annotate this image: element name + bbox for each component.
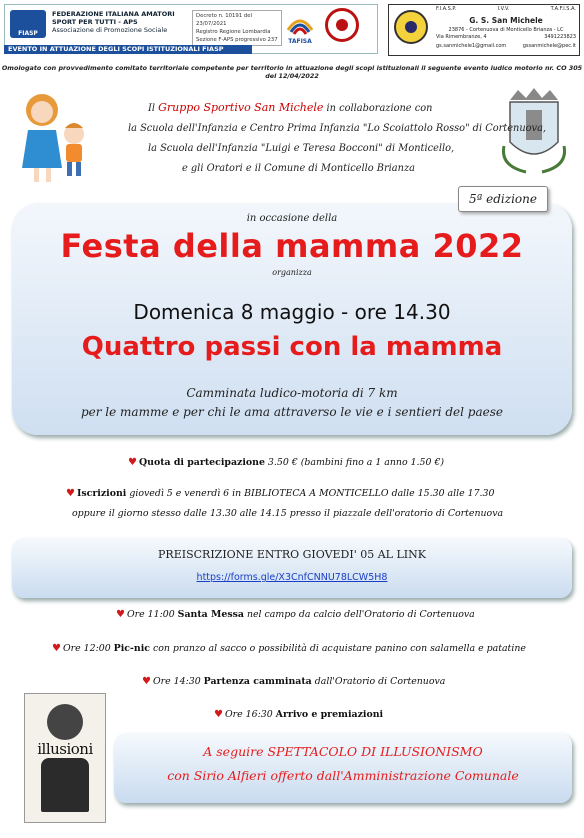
- heart-icon: ♥: [128, 457, 137, 468]
- federation-line3: Associazione di Promozione Sociale: [52, 26, 168, 34]
- fee-value: 3.50 € (bambini fino a 1 anno 1.50 €): [264, 457, 445, 468]
- gs-org-tafisa: T.A.F.I.S.A.: [550, 6, 576, 12]
- schedule-item: [52, 643, 526, 654]
- intro-line1: [148, 101, 432, 114]
- preregistration-text: PREISCRIZIONE ENTRO GIOVEDI' 05 AL LINK: [158, 548, 426, 561]
- intro-l1c: in collaborazione con: [323, 103, 433, 114]
- edition-badge: 5ª edizione: [458, 186, 548, 212]
- fiasp-logo-text: FIASP: [18, 30, 38, 37]
- poster-figure-head: [47, 704, 83, 740]
- show-title: A seguire SPETTACOLO DI ILLUSIONISMO: [203, 744, 483, 759]
- schedule-time: Ore 11:00: [126, 609, 178, 620]
- mother-child-illustration-icon: [12, 88, 94, 188]
- heart-icon: ♥: [52, 643, 61, 654]
- schedule-event: Partenza camminata: [203, 676, 312, 687]
- gs-street: Via Rimembranze, 4: [436, 34, 487, 40]
- gs-mail-line: [436, 43, 576, 49]
- approval-text: Omologato con provvedimento comitato territoriale competente per territorio in attuazione degli scopi istituzionali il seguente evento ludico motorio nr. CO 305 del 12/04/2022: [1, 64, 583, 80]
- gs-org-ivv: I.V.V.: [497, 6, 510, 12]
- heart-icon: ♥: [116, 609, 125, 620]
- schedule-detail: dall'Oratorio di Cortenuova: [311, 676, 446, 687]
- event-bar: EVENTO IN ATTUAZIONE DEGLI SCOPI ISTITUZIONALI FIASP: [4, 45, 252, 54]
- preregistration-box: [12, 538, 572, 598]
- schedule-event: Pic-nic: [113, 643, 150, 654]
- illusioni-poster: [24, 693, 106, 823]
- event-subtitle: Quattro passi con la mamma: [81, 332, 503, 362]
- event-date: Domenica 8 maggio - ore 14.30: [133, 300, 451, 324]
- gs-contact-line: [436, 34, 576, 40]
- walk-description: Camminata ludico-motoria di 7 km: [186, 386, 398, 400]
- schedule-detail: con pranzo al sacco o possibilità di acquistare panino con salamella e patatine: [149, 643, 526, 654]
- poster-figure-body: [41, 758, 89, 812]
- ivv-logo-icon: [325, 8, 359, 42]
- federation-line2: SPORT PER TUTTI - APS: [52, 18, 138, 26]
- walk-audience: per le mamme e per chi le ama attraverso le vie e i sentieri del paese: [80, 405, 504, 419]
- fiasp-logo: [10, 10, 46, 38]
- gs-pec[interactable]: gssanmichele@pec.it: [522, 43, 576, 49]
- schedule-time: Ore 12:00: [62, 643, 114, 654]
- schedule-item: [142, 676, 445, 687]
- gs-logo-icon: [394, 10, 428, 44]
- registration-label: Iscrizioni: [76, 488, 127, 499]
- intro-line4: e gli Oratori e il Comune di Monticello Brianza: [182, 163, 415, 174]
- schedule-event: Arrivo e premiazioni: [275, 709, 384, 720]
- registration-line: [66, 488, 494, 499]
- heart-icon: ♥: [66, 488, 75, 499]
- intro-line3: la Scuola dell'Infanzia "Luigi e Teresa Bocconi" di Monticello,: [148, 143, 455, 154]
- intro-organizer: Gruppo Sportivo San Michele: [158, 101, 324, 114]
- show-detail: con Sirio Alfieri offerto dall'Amministrazione Comunale: [167, 768, 519, 783]
- tafisa-logo-icon: [285, 10, 315, 40]
- gs-orgs: [436, 6, 576, 12]
- schedule-event: Santa Messa: [177, 609, 244, 620]
- decree-line2: Registro Regione Lombardia: [196, 29, 271, 35]
- gs-email[interactable]: gs.sanmichele1@gmail.com: [436, 43, 507, 49]
- decree-box: [192, 10, 282, 46]
- schedule-time: Ore 14:30: [152, 676, 204, 687]
- gs-org-fiasp: F.I.A.S.P.: [436, 6, 457, 12]
- poster-title: illusioni: [37, 740, 93, 758]
- schedule-detail: nel campo da calcio dell'Oratorio di Cortenuova: [243, 609, 475, 620]
- intro-line2: la Scuola dell'Infanzia e Centro Prima Infanzia "Lo Scoiattolo Rosso" di Cortenuova,: [128, 123, 547, 134]
- heart-icon: ♥: [142, 676, 151, 687]
- fee-label: Quota di partecipazione: [138, 457, 265, 468]
- intro-l1a: Il: [148, 103, 159, 114]
- federation-line1: FEDERAZIONE ITALIANA AMATORI: [52, 10, 175, 18]
- schedule-item: [116, 609, 475, 620]
- registration-text-2: oppure il giorno stesso dalle 13.30 alle 14.15 presso il piazzale dell'oratorio di Cortenuova: [72, 508, 504, 519]
- gs-address: 23876 - Cortenuova di Monticello Brianza - LC: [448, 27, 564, 33]
- organizza-text: organizza: [272, 268, 312, 277]
- decree-line1: Decreto n. 10191 del 23/07/2021: [196, 13, 252, 27]
- gs-phone: 3491223823: [544, 34, 576, 40]
- heart-icon: ♥: [214, 709, 223, 720]
- preregistration-link[interactable]: https://forms.gle/X3CnfCNNU78LCW5H8: [196, 572, 388, 583]
- gs-name: G. S. San Michele: [469, 16, 543, 25]
- registration-text: giovedì 5 e venerdì 6 in BIBLIOTECA A MONTICELLO dalle 15.30 alle 17.30: [126, 488, 495, 499]
- main-title: Festa della mamma 2022: [60, 227, 524, 265]
- tafisa-label: TAFISA: [288, 38, 312, 45]
- fee-line: [128, 457, 444, 468]
- decree-line3: Sezione F-APS progressivo 237: [196, 37, 278, 43]
- schedule-item: [214, 709, 383, 720]
- federation-text: [52, 10, 182, 34]
- occasion-text: in occasione della: [246, 213, 338, 224]
- schedule-time: Ore 16:30: [224, 709, 276, 720]
